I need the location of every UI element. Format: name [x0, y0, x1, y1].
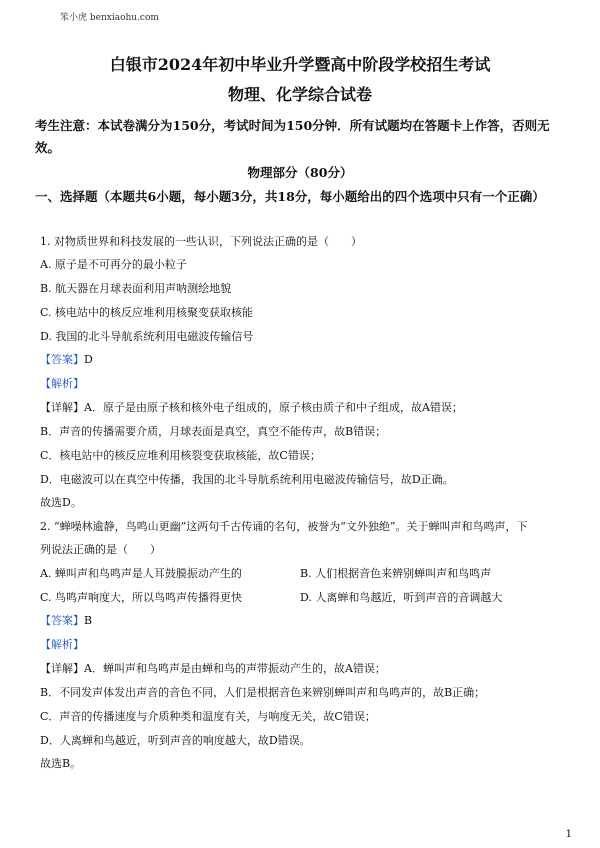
- q2-detail-tag: 【详解】: [40, 662, 84, 675]
- q1-detail-tag: 【详解】: [40, 401, 84, 414]
- question-type-heading: 一、选择题（本题共6小题，每小题3分，共18分，每小题给出的四个选项中只有一个正确）: [35, 189, 545, 204]
- exam-title: 白银市2024年初中毕业升学暨高中阶段学校招生考试: [109, 55, 491, 74]
- q2-conclusion: 故选B。: [40, 757, 82, 770]
- q1-detail-a: [40, 399, 463, 415]
- q2-detail-d: D．人离蝉和鸟越近，听到声音的响度越大，故D错误。: [40, 734, 311, 747]
- q2-option-c: C. 鸟鸣声响度大，所以鸟鸣声传播得更快: [40, 591, 243, 604]
- q1-detail-d: D．电磁波可以在真空中传播，我国的北斗导航系统利用电磁波传输信号，故D正确。: [40, 473, 454, 486]
- q2-option-a: A. 蝉叫声和鸟鸣声是人耳鼓膜振动产生的: [40, 567, 242, 580]
- q1-detail-a-text: A．原子是由原子核和核外电子组成的，原子核由质子和中子组成，故A错误；: [84, 401, 463, 414]
- exam-subtitle: 物理、化学综合试卷: [227, 85, 372, 104]
- q1-conclusion: 故选D。: [40, 496, 82, 509]
- q2-detail-c: C．声音的传播速度与介质种类和温度有关，与响度无关，故C错误；: [40, 710, 376, 723]
- q2-stem-line2: 列说法正确的是（ ）: [40, 543, 161, 556]
- q2-detail-a-text: A．蝉叫声和鸟鸣声是由蝉和鸟的声带振动产生的，故A错误；: [84, 662, 386, 675]
- q2-detail-b: B．不同发声体发出声音的音色不同，人们是根据音色来辨别蝉叫声和鸟鸣声的，故B正确；: [40, 686, 486, 699]
- q1-answer-value: D: [84, 353, 93, 366]
- q1-stem: 1. 对物质世界和科技发展的一些认识，下列说法正确的是（ ）: [40, 235, 362, 248]
- page-number: 1: [565, 829, 572, 840]
- q1-analysis-tag: 【解析】: [40, 377, 84, 390]
- q1-option-b: B. 航天器在月球表面利用声呐测绘地貌: [40, 282, 232, 295]
- q2-analysis-tag: 【解析】: [40, 638, 84, 651]
- watermark: 笨小虎 benxiaohu.com: [60, 13, 159, 23]
- section-title: 物理部分（80分）: [247, 165, 353, 180]
- q2-stem-line1: 2. “蝉噪林逾静，鸟鸣山更幽”这两句千古传诵的名句，被誉为“文外独绝”。关于蝉叫声和鸟鸣声，下: [40, 520, 528, 533]
- q2-option-b: B. 人们根据音色来辨别蝉叫声和鸟鸣声: [300, 567, 492, 580]
- q1-answer-tag: 【答案】: [40, 353, 84, 366]
- q2-answer: [40, 612, 92, 628]
- q1-option-a: A. 原子是不可再分的最小粒子: [40, 258, 187, 271]
- candidate-notice: 考生注意：本试卷满分为150分，考试时间为150分钟．所有试题均在答题卡上作答，否则无效。: [35, 118, 550, 155]
- q2-answer-tag: 【答案】: [40, 614, 84, 627]
- q1-answer: [40, 351, 93, 367]
- q2-option-d: D. 人离蝉和鸟越近，听到声音的音调越大: [300, 591, 503, 604]
- q1-detail-b: B．声音的传播需要介质，月球表面是真空，真空不能传声，故B错误；: [40, 425, 387, 438]
- q1-option-d: D. 我国的北斗导航系统利用电磁波传输信号: [40, 330, 254, 343]
- q2-detail-a: [40, 660, 386, 676]
- q1-detail-c: C．核电站中的核反应堆利用核裂变获取核能，故C错误；: [40, 449, 321, 462]
- q1-option-c: C. 核电站中的核反应堆利用核聚变获取核能: [40, 306, 254, 319]
- q2-answer-value: B: [84, 614, 93, 627]
